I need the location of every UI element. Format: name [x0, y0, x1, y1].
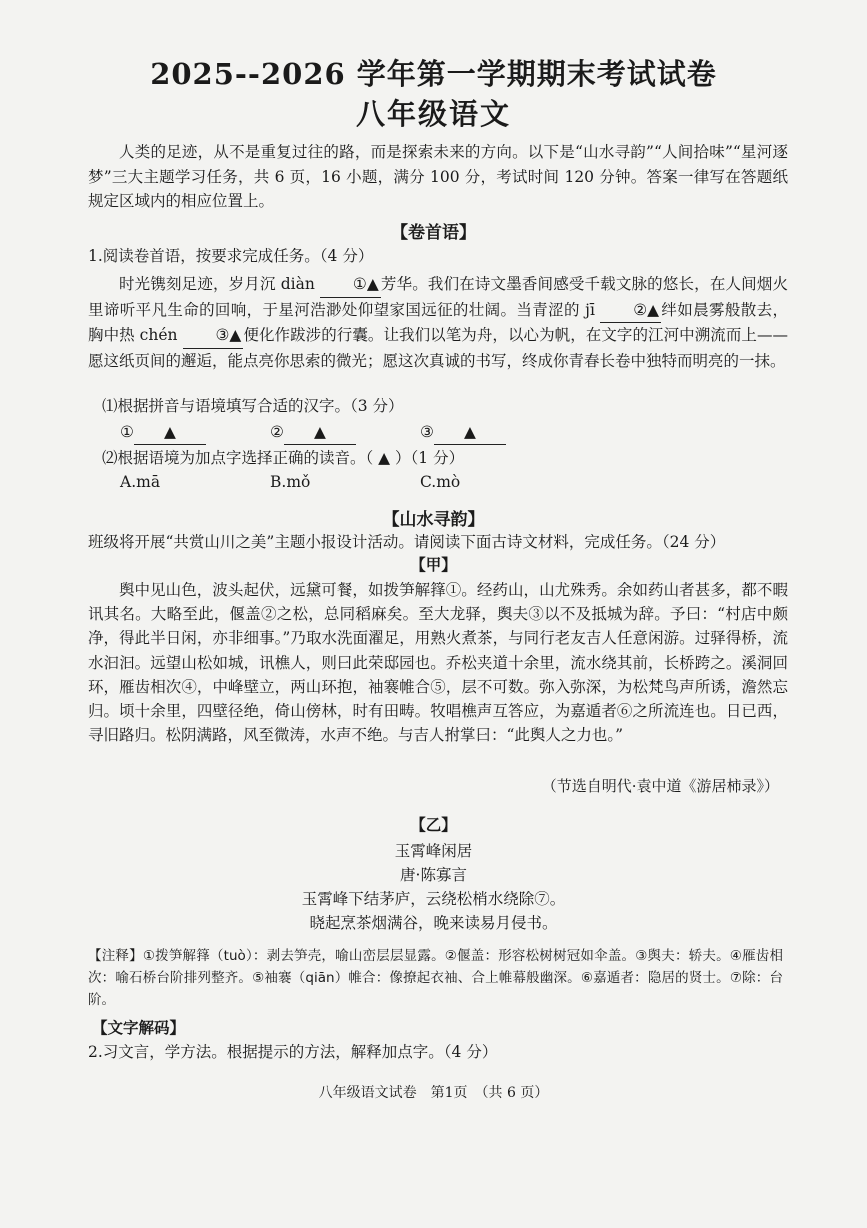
intro-paragraph: 人类的足迹，从不是重复过往的路，而是探索未来的方向。以下是“山水寻韵”“人间拾味”“星河逐梦”三大主题学习任务，共 6 页，16 小题，满分 100 分，考试时间 120 分钟。答案一律写在答题纸规定区域内的相应位置上。	[88, 143, 788, 210]
blank-mark-2: ②▲	[600, 298, 661, 324]
fill-blank-1[interactable]: ① ▲	[120, 420, 270, 445]
poem-line-1: 玉霄峰下结茅庐，云绕松梢水绕除⑦。	[301, 890, 566, 908]
passage-part-a: 时光镌刻足迹，岁月沉 diàn	[119, 275, 320, 293]
annotations: 【注释】①拨笋解箨（tuò）：剥去笋壳，喻山峦层层显露。②偃盖：形容松树树冠如伞盖。③舆夫：轿夫。④雁齿相次：喻石桥台阶排列整齐。⑤袖褰（qiān）帷合：像撩起衣袖、合上帷幕般幽深。⑥嘉遁者：隐居的贤士。⑦除：台阶。	[88, 948, 783, 1008]
page-footer: 八年级语文试卷 第1页 （共 6 页）	[318, 1085, 549, 1101]
fill-blank-2[interactable]: ② ▲	[270, 420, 420, 445]
choice-b[interactable]: B.mǒ	[270, 473, 311, 491]
fill-blank-3[interactable]: ③ ▲	[420, 420, 570, 445]
choice-c[interactable]: C.mò	[420, 473, 461, 491]
passage-part-b: 芳华。我们在诗文墨香间感受千载文脉的悠长，在人间烟火里谛听平凡生命的回响，于星河浩渺处仰望家国远征的壮阔。当青涩的 jī	[88, 275, 788, 319]
sub-question-1: ⑴根据拼音与语境填写合适的汉字。（3 分）	[102, 397, 404, 415]
text-yi-label: 【乙】	[410, 815, 457, 834]
question-1: 1.阅读卷首语，按要求完成任务。（4 分）	[88, 247, 374, 265]
task-intro: 班级将开展“共赏山川之美”主题小报设计活动。请阅读下面古诗文材料，完成任务。（24 分）	[88, 533, 726, 551]
passage-part-d: 便化作跋涉的行囊。让我们以笔为舟，以心为帆，在文字的江河中溯流而上——愿这纸页间的邂逅，能点亮你思索的微光；愿这次真诚的书写，终成你青春长卷中独特而明亮的一抹。	[88, 326, 788, 370]
poem-title: 玉霄峰闲居	[394, 842, 473, 860]
choices-row	[88, 470, 820, 494]
sub-question-2: ⑵根据语境为加点字选择正确的读音。（ ▲ ）（1 分）	[102, 449, 465, 467]
blank-mark-1: ①▲	[320, 272, 381, 298]
section-heading-landscape: 【山水寻韵】	[382, 510, 485, 530]
section-heading-preface: 【卷首语】	[391, 223, 476, 243]
question-2: 2.习文言，学方法。根据提示的方法，解释加点字。（4 分）	[88, 1043, 498, 1061]
text-jia: 舆中见山色，波头起伏，远黛可餐，如拨笋解箨①。经药山，山尤殊秀。余如药山者甚多，都不暇讯其名。大略至此，偃盖②之松，总同稻麻矣。至大龙驿，舆夫③以不及抵城为辞。予曰：“村店中颇净，得此半日闲，亦非细事。”乃取水洗面濯足，用熟火煮茶，与同行老友吉人任意闲游。过驿得桥，流水汩汩。远望山松如城，讯樵人，则曰此荣邸园也。乔松夹道十余里，流水绕其前，长桥跨之。溪洞回环，雁齿相次④，中峰壁立，两山环抱，袖褰帷合⑤，层不可数。弥入弥深，为松梵鸟声所诱，澹然忘归。顷十余里，四壁径绝，倚山傍林，时有田畴。牧唱樵声互答应，为嘉遁者⑥之所流连也。日已西，寻旧路归。松阴满路，风至微涛，水声不绝。与吉人拊掌曰：“此舆人之力也。”	[88, 581, 788, 745]
passage-part-c: 绊如晨雾般散去，胸中热 chén	[88, 300, 788, 344]
poem-line-2: 晓起烹茶烟满谷，晚来读易月侵书。	[309, 914, 558, 932]
text-jia-label: 【甲】	[410, 555, 457, 574]
poem-author: 唐·陈寡言	[400, 866, 467, 884]
blank-mark-3: ③▲	[183, 323, 244, 349]
preface-passage	[88, 272, 788, 373]
section-heading-decode: 【文字解码】	[92, 1018, 186, 1037]
fill-blanks-row	[88, 420, 820, 445]
exam-subtitle: 八年级语文	[355, 97, 511, 131]
text-jia-source: （节选自明代·袁中道《游居柿录》）	[541, 777, 779, 795]
choice-a[interactable]: A.mā	[120, 473, 161, 491]
exam-title: 2025--2026 学年第一学期期末考试试卷	[150, 57, 717, 91]
